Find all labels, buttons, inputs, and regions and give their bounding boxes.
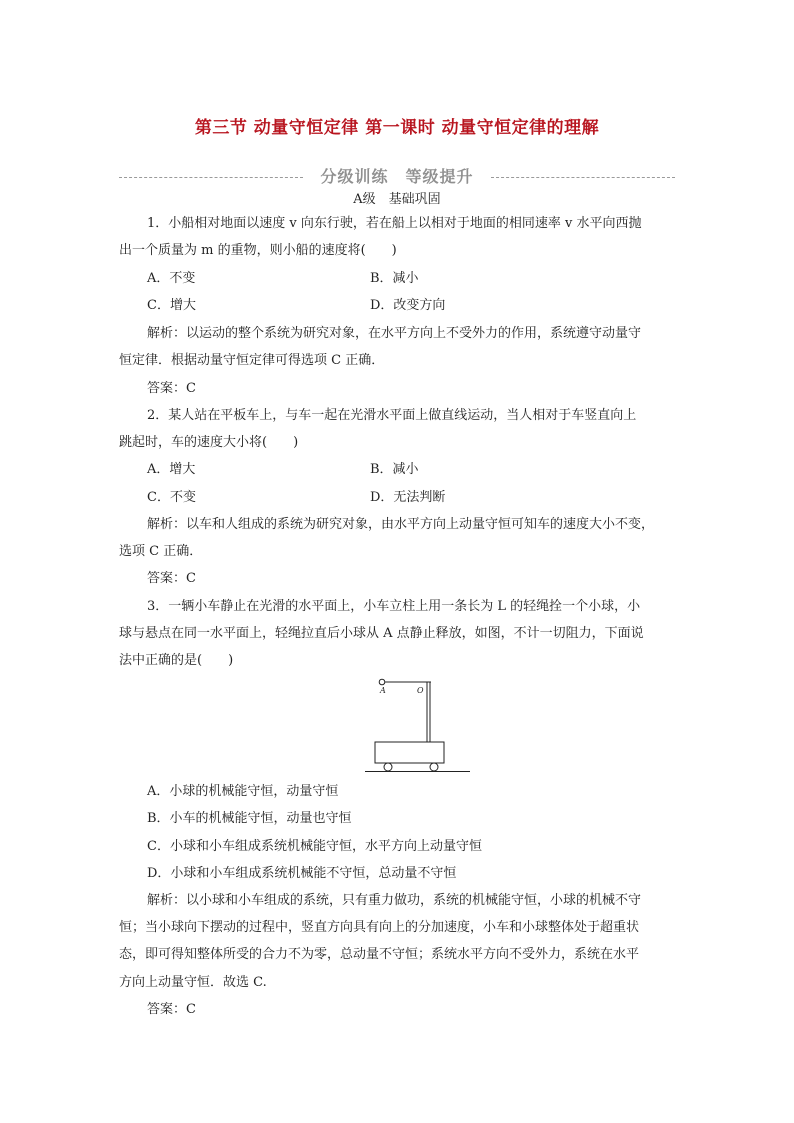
- q2-option-d: D．无法判断: [370, 490, 446, 505]
- q2-option-b: B．减小: [370, 462, 419, 477]
- q2-stem-line2: 跳起时，车的速度大小将( ): [119, 435, 299, 450]
- q2-explanation-line2: 选项 C 正确．: [119, 544, 203, 559]
- q1-option-a: A．不变: [147, 271, 196, 286]
- q3-stem-line2: 球与悬点在同一水平面上，轻绳拉直后小球从 A 点静止释放，如图，不计一切阻力，下面说: [119, 626, 644, 641]
- q1-answer: 答案：C: [147, 381, 196, 396]
- banner-rule-right: [491, 177, 675, 178]
- q3-explanation-line2: 恒；当小球向下摆动的过程中，竖直方向具有向上的分加速度，小车和小球整体处于超重状: [119, 920, 640, 935]
- cart-body: [375, 742, 444, 763]
- q3-explanation-line4: 方向上动量守恒．故选 C.: [119, 975, 267, 990]
- q3-option-c: C．小球和小车组成系统机械能守恒，水平方向上动量守恒: [147, 839, 482, 854]
- q1-stem-line2: 出一个质量为 m 的重物，则小船的速度将( ): [119, 243, 397, 258]
- cart-wheel-left: [384, 763, 392, 771]
- q3-answer: 答案：C: [147, 1002, 196, 1017]
- q3-option-b: B．小车的机械能守恒，动量也守恒: [147, 811, 352, 826]
- q3-stem-line3: 法中正确的是( ): [119, 653, 234, 668]
- q1-explanation-line2: 恒定律．根据动量守恒定律可得选项 C 正确．: [119, 353, 385, 368]
- q3-option-a: A．小球的机械能守恒，动量守恒: [147, 784, 339, 799]
- q1-explanation-line1: 解析：以运动的整个系统为研究对象，在水平方向上不受外力的作用，系统遵守动量守: [147, 326, 642, 341]
- q2-option-c: C．不变: [147, 490, 196, 505]
- q1-option-c: C．增大: [147, 298, 196, 313]
- q1-option-b: B．减小: [370, 271, 419, 286]
- q1-stem-line1: 1．小船相对地面以速度 v 向东行驶，若在船上以相对于地面的相同速率 v 水平向西抛: [147, 216, 642, 231]
- q3-stem-line1: 3．一辆小车静止在光滑的水平面上，小车立柱上用一条长为 L 的轻绳拴一个小球，小: [147, 599, 641, 614]
- page-title: 第三节 动量守恒定律 第一课时 动量守恒定律的理解: [194, 118, 600, 138]
- ball-circle: [379, 679, 385, 685]
- banner-rule-left: [119, 177, 303, 178]
- banner-text: 分级训练 等级提升: [320, 167, 474, 186]
- q2-explanation-line1: 解析：以车和人组成的系统为研究对象，由水平方向上动量守恒可知车的速度大小不变，: [147, 517, 655, 532]
- q1-option-d: D．改变方向: [370, 298, 446, 313]
- cart-pendulum-figure: [365, 676, 470, 776]
- q2-option-a: A．增大: [147, 462, 196, 477]
- fig-label-o: O: [417, 686, 424, 695]
- q3-explanation-line3: 态，即可得知整体所受的合力不为零，总动量不守恒；系统水平方向不受外力，系统在水平: [119, 947, 640, 962]
- fig-label-a: A: [380, 686, 386, 695]
- level-heading: A级 基础巩固: [353, 192, 441, 207]
- section-banner: [119, 167, 675, 187]
- cart-wheel-right: [430, 763, 438, 771]
- q2-answer: 答案：C: [147, 571, 196, 586]
- q3-explanation-line1: 解析：以小球和小车组成的系统，只有重力做功，系统的机械能守恒，小球的机械不守: [147, 893, 642, 908]
- q2-stem-line1: 2．某人站在平板车上，与车一起在光滑水平面上做直线运动，当人相对于车竖直向上: [147, 408, 637, 423]
- q3-option-d: D．小球和小车组成系统机械能不守恒，总动量不守恒: [147, 866, 457, 881]
